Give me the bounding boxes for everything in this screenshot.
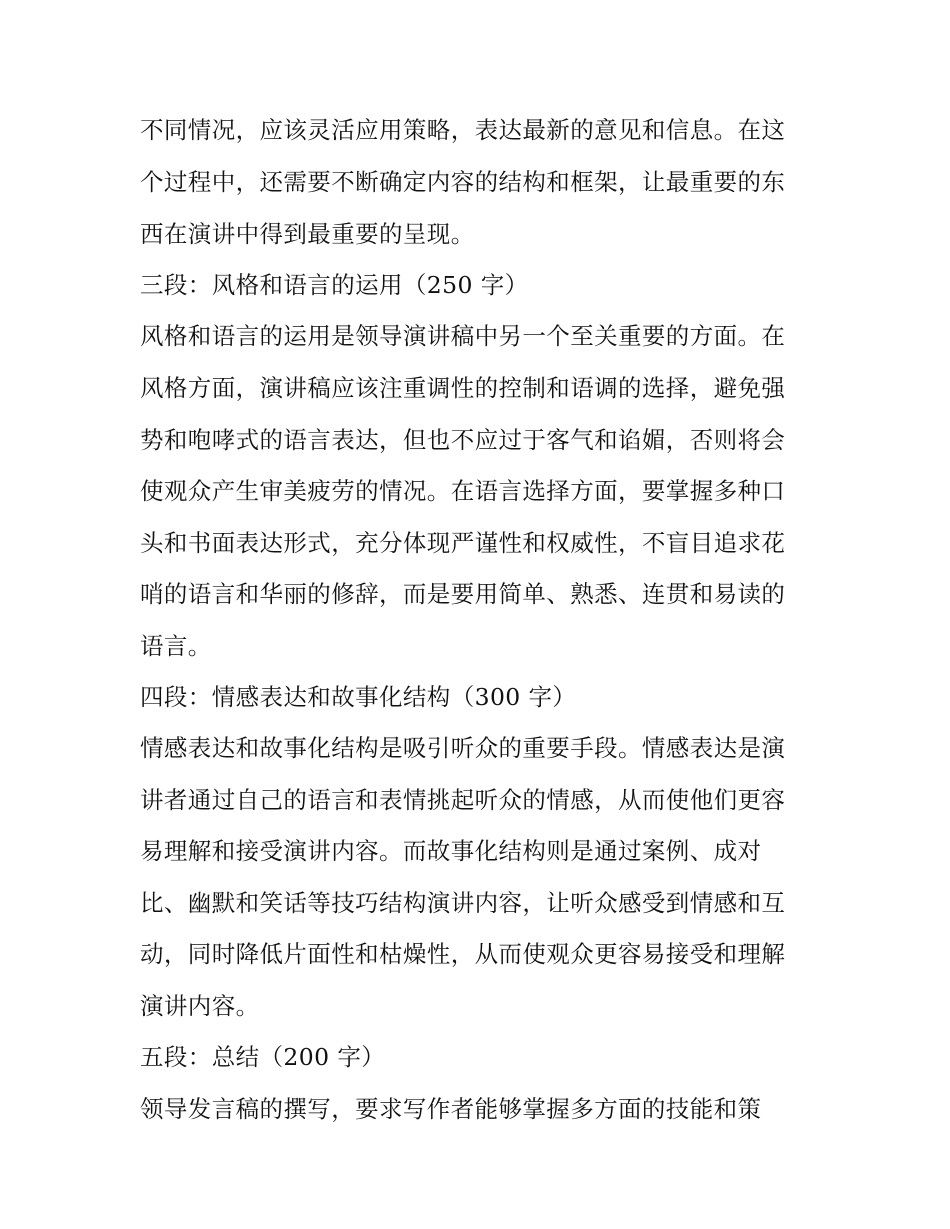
- paragraph-line: 语言。: [140, 632, 212, 660]
- paragraph-line: 情感表达和故事化结构是吸引听众的重要手段。情感表达是演: [140, 734, 786, 762]
- paragraph-line: 使观众产生审美疲劳的情况。在语言选择方面，要掌握多种口: [140, 477, 786, 505]
- section-heading: 五段：总结（200 字）: [140, 1043, 386, 1071]
- paragraph-line: 风格方面，演讲稿应该注重调性的控制和语调的选择，避免强: [140, 374, 786, 402]
- paragraph-line: 易理解和接受演讲内容。而故事化结构则是通过案例、成对: [140, 837, 762, 865]
- paragraph-line: 哨的语言和华丽的修辞，而是要用简单、熟悉、连贯和易读的: [140, 580, 786, 608]
- paragraph-line: 个过程中，还需要不断确定内容的结构和框架，让最重要的东: [140, 168, 786, 196]
- paragraph-line: 风格和语言的运用是领导演讲稿中另一个至关重要的方面。在: [140, 322, 786, 350]
- paragraph-line: 动，同时降低片面性和枯燥性，从而使观众更容易接受和理解: [140, 940, 786, 968]
- paragraph-line: 讲者通过自己的语言和表情挑起听众的情感，从而使他们更容: [140, 786, 786, 814]
- section-heading: 三段：风格和语言的运用（250 字）: [140, 271, 529, 299]
- paragraph-line: 领导发言稿的撰写，要求写作者能够掌握多方面的技能和策: [140, 1095, 762, 1123]
- paragraph-line: 不同情况，应该灵活应用策略，表达最新的意见和信息。在这: [140, 116, 786, 144]
- paragraph-line: 势和咆哮式的语言表达，但也不应过于客气和谄媚，否则将会: [140, 426, 786, 454]
- paragraph-line: 西在演讲中得到最重要的呈现。: [140, 220, 475, 248]
- paragraph-line: 比、幽默和笑话等技巧结构演讲内容，让听众感受到情感和互: [140, 889, 786, 917]
- paragraph-line: 头和书面表达形式，充分体现严谨性和权威性，不盲目追求花: [140, 529, 786, 557]
- paragraph-line: 演讲内容。: [140, 992, 260, 1020]
- section-heading: 四段：情感表达和故事化结构（300 字）: [140, 683, 577, 711]
